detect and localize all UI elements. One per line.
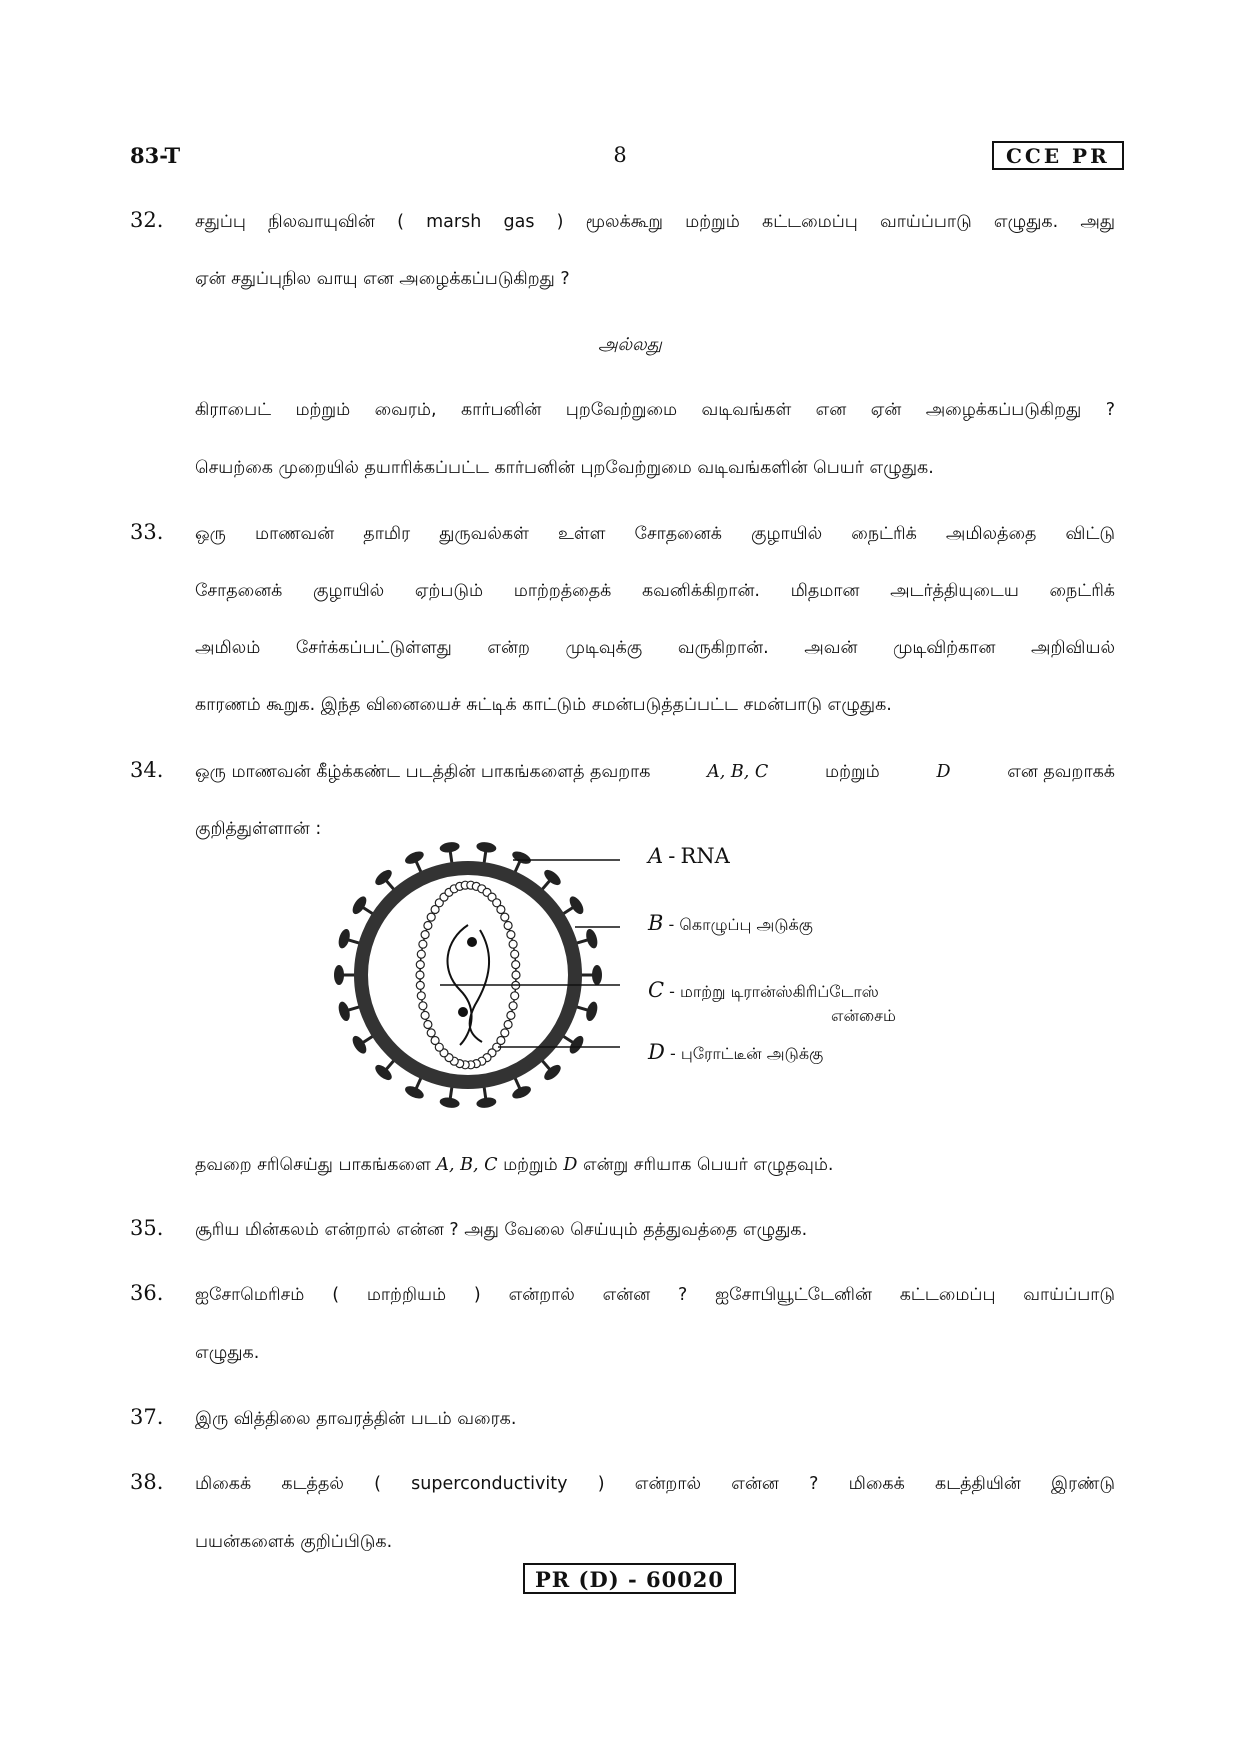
protein-spike <box>581 965 602 985</box>
q34-line-1 <box>195 759 1115 785</box>
protein-spikes <box>334 841 602 1109</box>
capsid-bead <box>417 992 425 1000</box>
capsid-bead <box>507 1011 515 1019</box>
capsid-beads <box>416 881 520 1069</box>
capsid-bead <box>511 950 519 958</box>
spike-head <box>592 965 602 985</box>
spike-head <box>476 1096 497 1109</box>
capsid-bead <box>419 1002 427 1010</box>
capsid-bead <box>504 1021 512 1029</box>
capsid-bead <box>431 1037 439 1045</box>
spike-head <box>337 1000 352 1022</box>
capsid-bead <box>421 931 429 939</box>
q34-line-2: குறித்துள்ளான் : <box>195 819 322 839</box>
spike-head <box>334 965 344 985</box>
q36-line-2: எழுதுக. <box>195 1343 260 1363</box>
spike-stem <box>542 881 550 890</box>
q38-line-2: பயன்களைக் குறிப்பிடுக. <box>195 1532 393 1552</box>
spike-stem <box>515 861 520 872</box>
q33-line-3: அமிலம் சேர்க்கப்பட்டுள்ளது என்ற முடிவுக்கு வருகிறான். அவன் முடிவிற்கான அறிவியல் <box>195 638 1115 658</box>
spike-head <box>584 928 599 950</box>
spike-head <box>584 1000 599 1022</box>
spike-stem <box>450 1087 452 1099</box>
lipid-layer-ring <box>361 868 575 1082</box>
label-d: D - புரோட்டீன் அடுக்கு <box>648 1040 824 1064</box>
label-a: A - RNA <box>648 844 730 868</box>
question-number-32: 32. <box>130 208 164 232</box>
q37-text: இரு வித்திலை தாவரத்தின் படம் வரைக. <box>195 1409 517 1429</box>
capsid-bead <box>427 1029 435 1037</box>
capsid-bead <box>509 1002 517 1010</box>
spike-head <box>350 894 369 916</box>
protein-spike <box>474 1085 497 1109</box>
spike-stem <box>563 1036 573 1042</box>
spike-stem <box>450 851 452 863</box>
spike-stem <box>563 907 573 913</box>
q34-after-line: தவறை சரிசெய்து பாகங்களை A, B, C மற்றும் D என்று சரியாக பெயர் எழுதவும். <box>195 1155 834 1175</box>
enzyme-dot-2 <box>458 1007 468 1017</box>
question-number-35: 35. <box>130 1216 164 1240</box>
spike-stem <box>542 1060 550 1069</box>
capsid-bead <box>416 971 424 979</box>
spike-stem <box>515 1078 520 1089</box>
capsid-bead <box>511 992 519 1000</box>
question-number-34: 34. <box>130 758 164 782</box>
question-number-33: 33. <box>130 520 164 544</box>
spike-head <box>403 1084 425 1101</box>
course-box: CCE PR <box>992 141 1124 170</box>
label-c-line2: என்சைம் <box>831 1006 896 1025</box>
capsid-bead <box>427 913 435 921</box>
capsid-bead <box>417 950 425 958</box>
question-number-38: 38. <box>130 1470 164 1494</box>
q34-line1-d: D <box>936 762 951 782</box>
capsid-bead <box>424 1021 432 1029</box>
q34-line1-pre: ஒரு மாணவன் கீழ்க்கண்ட படத்தின் பாகங்களைத் தவறாக <box>195 762 651 782</box>
spike-head <box>350 1034 369 1056</box>
capsid-bead <box>497 906 505 914</box>
capsid-bead <box>507 931 515 939</box>
question-number-36: 36. <box>130 1281 164 1305</box>
spike-head <box>439 841 460 854</box>
spike-stem <box>416 861 421 872</box>
spike-head <box>403 849 425 866</box>
q33-line-2: சோதனைக் குழாயில் ஏற்படும் மாற்றத்தைக் கவனிக்கிறான். மிதமான அடர்த்தியுடைய நைட்ரிக் <box>195 581 1115 601</box>
spike-stem <box>576 940 588 943</box>
spike-stem <box>416 1078 421 1089</box>
label-c: C - மாற்று டிரான்ஸ்கிரிப்டோஸ் <box>648 978 879 1002</box>
or-divider: அல்லது <box>598 335 662 355</box>
q38-line-1: மிகைக் கடத்தல் ( superconductivity ) என்றால் என்ன ? மிகைக் கடத்தியின் இரண்டு <box>195 1474 1115 1494</box>
q34-line1-letters: A, B, C <box>707 762 769 782</box>
spike-stem <box>386 1060 394 1069</box>
q34-line1-post: என தவறாகக் <box>1007 762 1115 782</box>
q32-line-2: ஏன் சதுப்புநில வாயு என அழைக்கப்படுகிறது ? <box>195 269 570 289</box>
spike-head <box>567 1034 586 1056</box>
capsid-bead <box>501 913 509 921</box>
q32-alt-line-1: கிராபைட் மற்றும் வைரம், கார்பனின் புறவேற்றுமை வடிவங்கள் என ஏன் அழைக்கப்படுகிறது ? <box>195 400 1115 420</box>
capsid-bead <box>504 922 512 930</box>
capsid-bead <box>512 961 520 969</box>
capsid-bead <box>416 981 424 989</box>
spike-stem <box>363 907 373 913</box>
spike-head <box>337 928 352 950</box>
q33-line-4: காரணம் கூறுக. இந்த வினையைச் சுட்டிக் காட்டும் சமன்படுத்தப்பட்ட சமன்பாடு எழுதுக. <box>195 695 892 715</box>
virus-diagram <box>320 830 960 1120</box>
q35-text: சூரிய மின்கலம் என்றால் என்ன ? அது வேலை செய்யும் தத்துவத்தை எழுதுக. <box>195 1220 808 1240</box>
spike-head <box>510 849 532 866</box>
capsid-bead <box>509 940 517 948</box>
capsid-bead <box>419 940 427 948</box>
page-number: 8 <box>613 143 627 167</box>
q36-line-1: ஐசோமெரிசம் ( மாற்றியம் ) என்றால் என்ன ? ஐசோபியூட்டேனின் கட்டமைப்பு வாய்ப்பாடு <box>195 1285 1115 1305</box>
spike-stem <box>363 1036 373 1042</box>
capsid-bead <box>512 971 520 979</box>
spike-stem <box>484 1087 486 1099</box>
q34-line1-mid: மற்றும் <box>825 762 880 782</box>
capsid-bead <box>501 1029 509 1037</box>
spike-stem <box>348 940 360 943</box>
question-number-37: 37. <box>130 1405 164 1429</box>
capsid-bead <box>424 922 432 930</box>
capsid-bead <box>421 1011 429 1019</box>
protein-spike <box>334 965 355 985</box>
spike-stem <box>576 1007 588 1010</box>
q33-line-1: ஒரு மாணவன் தாமிர துருவல்கள் உள்ள சோதனைக் குழாயில் நைட்ரிக் அமிலத்தை விட்டு <box>195 524 1115 544</box>
paper-code: 83-T <box>130 143 181 168</box>
protein-spike <box>439 841 462 865</box>
footer-code: PR (D) - 60020 <box>523 1563 736 1594</box>
spike-head <box>439 1096 460 1109</box>
enzyme-dot-1 <box>467 937 477 947</box>
protein-spike <box>439 1085 462 1109</box>
spike-head <box>510 1084 532 1101</box>
q32-line-1: சதுப்பு நிலவாயுவின் ( marsh gas ) மூலக்கூறு மற்றும் கட்டமைப்பு வாய்ப்பாடு எழுதுக. அது <box>195 212 1115 232</box>
spike-stem <box>386 881 394 890</box>
protein-spike <box>474 841 497 865</box>
spike-head <box>567 894 586 916</box>
label-b: B - கொழுப்பு அடுக்கு <box>648 911 813 935</box>
spike-stem <box>484 851 486 863</box>
q32-alt-line-2: செயற்கை முறையில் தயாரிக்கப்பட்ட கார்பனின் புறவேற்றுமை வடிவங்களின் பெயர் எழுதுக. <box>195 458 934 478</box>
spike-head <box>476 841 497 854</box>
spike-stem <box>348 1007 360 1010</box>
capsid-bead <box>416 961 424 969</box>
